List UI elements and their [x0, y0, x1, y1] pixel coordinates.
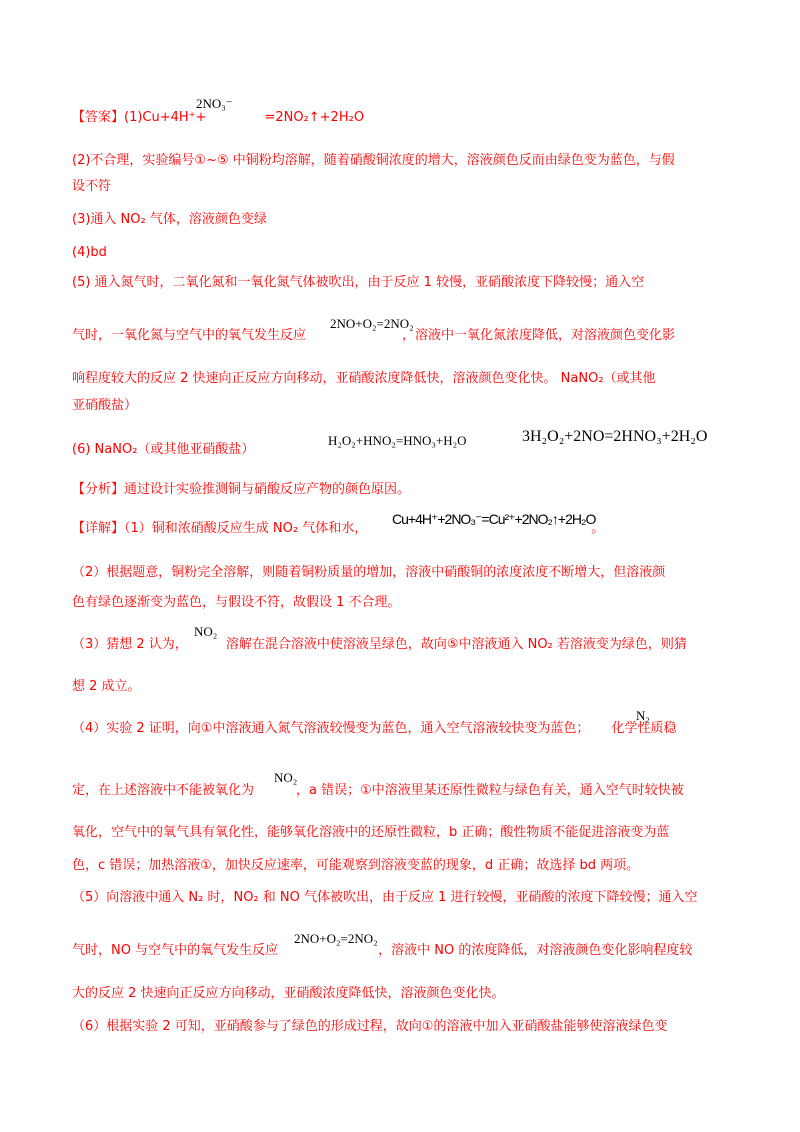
formula-nitrate: 2NO₃⁻ — [196, 96, 233, 111]
detail-line-9: 色，c 错误；加热溶液①，加快反应速率，可能观察到溶液变蓝的现象，d 正确；故选择 bd 两项。 — [72, 858, 640, 873]
answer-label-part2: =2NO₂↑+2H₂O — [264, 110, 365, 125]
detail-line-12: 大的反应 2 快速向正反应方向移动，亚硝酸浓度降低快，溶液颜色变化快。 — [72, 986, 505, 1001]
detail-line-7b: ，a 错误；①中溶液里某还原性微粒与绿色有关，通入空气时较快被 — [296, 783, 684, 798]
formula-no-oxidation: 2NO+O₂=2NO₂ — [330, 316, 414, 331]
detail-line-11 — [72, 942, 732, 960]
detail-line-3: 色有绿色逐渐变为蓝色，与假设不符，故假设 1 不合理。 — [72, 595, 401, 610]
answer-line-7b: ，溶液中一氧化氮浓度降低，对溶液颜色变化影 — [402, 328, 676, 343]
detail-line-7 — [72, 782, 732, 800]
answer-label-part1: 【答案】(1)Cu+4H⁺+ — [72, 110, 207, 125]
answer-line-1 — [72, 109, 732, 127]
answer-line-8: 响程度较大的反应 2 快速向正反应方向移动，亚硝酸浓度降低快，溶液颜色变化快。 NaNO₂（或其他 — [72, 371, 656, 386]
detail-line-8: 氧化，空气中的氧气具有氧化性，能够氧化溶液中的还原性微粒，b 正确；酸性物质不能促进溶液变为蓝 — [72, 825, 670, 840]
answer-line-4: (3)通入 NO₂ 气体，溶液颜色变绿 — [72, 212, 267, 227]
formula-no2: NO₂ — [194, 624, 218, 639]
answer-line-7a: 气时，一氧化氮与空气中的氧气发生反应 — [72, 328, 307, 343]
detail-line-1a: 【详解】（1）铜和浓硝酸反应生成 NO₂ 气体和水， — [72, 521, 368, 536]
formula-no-oxidation-2: 2NO+O₂=2NO₂ — [294, 931, 378, 946]
formula-peroxide-nitrous: H₂O₂+HNO₂=HNO₃+H₂O — [328, 433, 467, 448]
detail-line-6b: 化学性质稳 — [611, 721, 677, 736]
formula-n2: N₂ — [636, 708, 650, 723]
detail-line-13: （6）根据实验 2 可知，亚硝酸参与了绿色的形成过程，故向①的溶液中加入亚硝酸盐能够使溶液绿色变 — [72, 1019, 668, 1034]
answer-line-3: 设不符 — [72, 179, 112, 194]
formula-peroxide-no: 3H₂O₂+2NO=2HNO₃+2H₂O — [522, 428, 708, 445]
detail-line-4 — [72, 636, 732, 654]
answer-line-5: (4)bd — [72, 245, 107, 260]
answer-line-10: (6) NaNO₂（或其他亚硝酸盐） — [72, 442, 255, 457]
answer-line-6: (5) 通入氮气时，二氧化氮和一氧化氮气体被吹出，由于反应 1 较慢，亚硝酸浓度下降较慢；通入空 — [72, 275, 645, 290]
detail-line-7a: 定，在上述溶液中不能被氧化为 — [72, 783, 255, 798]
detail-line-6a: （4）实验 2 证明，向①中溶液通入氮气溶液较慢变为蓝色，通入空气溶液较快变为蓝色； — [72, 721, 590, 736]
detail-line-2: （2）根据题意，铜粉完全溶解，则随着铜粉质量的增加，溶液中硝酸铜的浓度浓度不断增大，但溶液颜 — [72, 565, 666, 580]
formula-no2-oxidized: NO₂ — [274, 770, 298, 785]
detail-line-4b: 溶解在混合溶液中使溶液呈绿色，故向⑤中溶液通入 NO₂ 若溶液变为绿色，则猜 — [225, 637, 687, 652]
detail-line-6 — [72, 720, 732, 738]
detail-line-5: 想 2 成立。 — [72, 679, 141, 694]
analysis-line: 【分析】通过设计实验推测铜与硝酸反应产物的颜色原因。 — [72, 482, 411, 497]
detail-line-10: （5）向溶液中通入 N₂ 时，NO₂ 和 NO 气体被吹出，由于反应 1 进行较慢，亚硝酸的浓度下降较慢；通入空 — [72, 890, 698, 905]
answer-line-9: 亚硝酸盐） — [72, 398, 138, 413]
detail-line-4a: （3）猜想 2 认为， — [72, 637, 188, 652]
formula-copper-nitric: Cu+4H⁺+2NO₃⁻=Cu²⁺+2NO₂↑+2H₂O — [392, 511, 596, 527]
detail-line-11a: 气时，NO 与空气中的氧气发生反应 — [72, 943, 279, 958]
answer-line-2: (2)不合理，实验编号①~⑤ 中铜粉均溶解，随着硝酸铜浓度的增大，溶液颜色反而由绿色变为蓝色，与假 — [72, 153, 675, 168]
detail-line-11b: ，溶液中 NO 的浓度降低，对溶液颜色变化影响程度较 — [378, 943, 693, 958]
detail-line-1b: 。 — [591, 521, 605, 536]
